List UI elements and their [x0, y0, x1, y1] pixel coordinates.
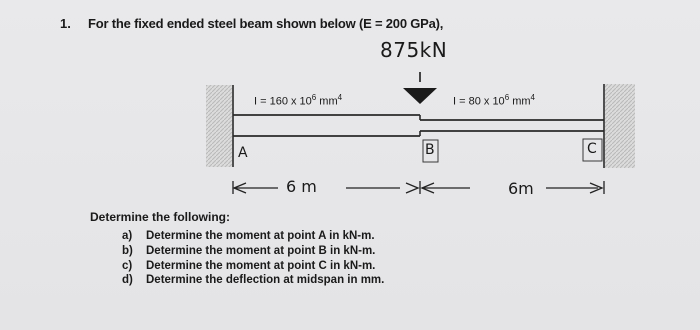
task-list: [122, 229, 384, 288]
list-item: d) Determine the deflection at midspan in mm.: [122, 274, 385, 287]
list-item: a) Determine the moment at point A in kN-m.: [122, 230, 375, 242]
point-a-label: A: [238, 145, 248, 161]
inertia-left-label: I = 160 x $10^6$ $mm^4$: [254, 93, 343, 108]
left-fixed-support: [206, 85, 232, 167]
point-load-arrow-icon: [403, 72, 437, 104]
point-b-label: B: [425, 142, 435, 158]
tasks-heading: Determine the following:: [90, 210, 231, 224]
left-span-label: 6 m: [286, 177, 317, 196]
dimension-left-span: [233, 181, 420, 194]
list-item: b) Determine the moment at point B in kN-m.: [122, 244, 376, 257]
load-label: 875kN: [380, 38, 448, 62]
right-fixed-support: [605, 84, 635, 168]
list-item: c) Determine the moment at point C in kN-m.: [122, 259, 376, 272]
problem-number: 1.: [60, 16, 71, 31]
point-c-label: C: [587, 141, 597, 157]
right-span-label: 6m: [508, 179, 534, 198]
inertia-right-label: I = 80 x $10^6$ $mm^4$: [453, 93, 535, 108]
problem-statement: For the fixed ended steel beam shown below (E = 200 GPa),: [88, 16, 444, 31]
